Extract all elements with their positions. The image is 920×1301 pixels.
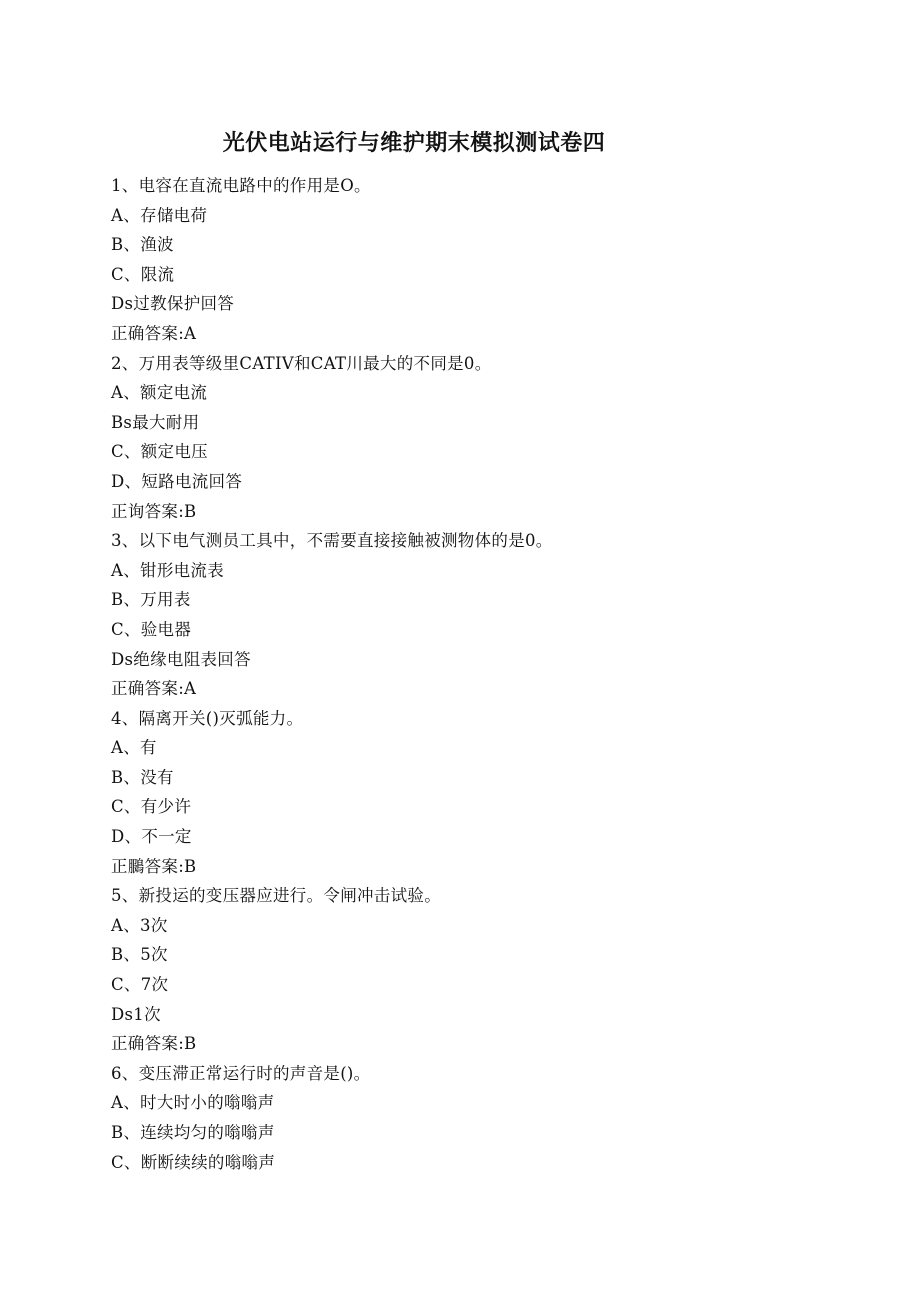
question-5-stem: 5、新投运的变压器应进行。令闸冲击试验。 (111, 886, 441, 906)
question-4-option-b: B、没有 (111, 767, 174, 787)
question-5-option-b: B、5次 (111, 945, 168, 965)
question-3-stem: 3、以下电气测员工具中，不需要直接接触被测物体的是0。 (111, 531, 553, 551)
question-2-stem: 2、万用表等级里CATIV和CAT川最大的不同是0。 (111, 353, 492, 373)
question-5-option-a: A、3次 (111, 915, 168, 935)
question-1-answer: 正确答案:A (111, 323, 197, 343)
question-4-stem: 4、隔离开关()灭弧能力。 (111, 708, 304, 728)
question-5-option-d: Ds1次 (111, 1004, 161, 1024)
question-4-option-a: A、有 (111, 738, 157, 758)
question-5-option-c: C、7次 (111, 975, 169, 995)
question-3-option-c: C、验电器 (111, 619, 192, 639)
question-2-option-c: C、额定电压 (111, 442, 208, 462)
question-4-option-c: C、有少许 (111, 797, 192, 817)
question-2-option-a: A、额定电流 (111, 383, 208, 403)
question-2-option-d: D、短路电流回答 (111, 471, 243, 491)
document-title: 光伏电站运行与维护期末模拟测试卷四 (222, 131, 606, 156)
question-3-answer: 正确答案:A (111, 679, 197, 699)
question-2-option-b: Bs最大耐用 (111, 412, 200, 432)
question-4-answer: 正鵩答案:B (111, 856, 197, 876)
question-4-option-d: D、不一定 (111, 827, 192, 847)
question-1-stem: 1、电容在直流电路中的作用是O。 (111, 176, 371, 195)
question-2-answer: 正询答案:B (111, 501, 197, 521)
question-5-answer: 正确答案:B (111, 1034, 197, 1054)
question-1-option-c: C、限流 (111, 264, 175, 284)
question-6-stem: 6、变压滞正常运行时的声音是()。 (111, 1063, 371, 1083)
question-3-option-b: B、万用表 (111, 590, 191, 610)
question-1-option-d: Ds过教保护回答 (111, 294, 235, 314)
question-6-option-b: B、连续均匀的嗡嗡声 (111, 1123, 275, 1142)
question-6-option-c: C、断断续续的嗡嗡声 (111, 1152, 276, 1172)
question-3-option-d: Ds绝缘电阻表回答 (111, 649, 251, 669)
question-1-option-a: A、存储电荷 (111, 205, 208, 225)
question-1-option-b: B、渔波 (111, 235, 174, 255)
question-3-option-a: A、钳形电流表 (111, 560, 225, 580)
question-list (111, 174, 811, 1180)
question-6-option-a: A、时大时小的嗡嗡声 (111, 1093, 275, 1113)
